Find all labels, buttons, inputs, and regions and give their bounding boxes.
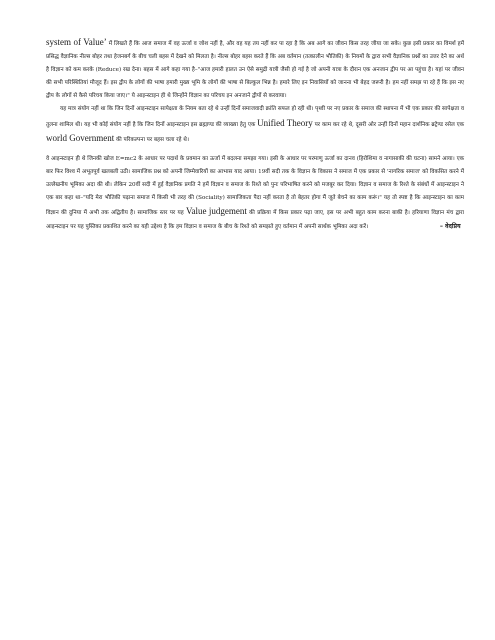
text-run: समाज' को विकसित करने में उल्लेखनीय भूमिका अदा की थी। लेकिन 20वीं सदी में हुई वैज्ञानिक प्रगति ने हमें विज्ञान व समाज के [46, 168, 464, 188]
text-run: विज्ञान का परिचय इन अनजाने द्वीपों से करवाया। [189, 93, 287, 100]
text-run: की प्रक्रिया में किस प्रकार पढ़ा जाए, इस पर अभी बहुत काम करना बाकी है। हरियाणा विज्ञान मंच द्वारा आइन्स्टाइन पर [46, 210, 464, 231]
text-run: भाषा हमारी मुख्य भूमि के लोगों की भाषा से बिल्कुल भिन्न है। हमारे लिए इन निवासियों को जानना भी बेहद जरूरी [154, 80, 384, 87]
paragraph-1 [46, 36, 464, 103]
text-run: दौरान एक अनजान द्वीप पर आ पहुंचा है। यहां पर जीवन की सभी परिस्थितियां मौजूद हैं। इस द्वीप के लोगों की [46, 67, 465, 87]
text-run: है कि अब आगे का जीवन किस तरह जीया जा सके। कुछ इसी प्रकार का विमर्श हमें प्रसिद्ध वैज्ञानिक नील्स बोहर [46, 41, 464, 61]
english-term: world Government [46, 132, 115, 143]
text-run: वे आइन्स्टाइन ही थे जिनकी खोज E=mc2 के आधार पर पदार्थ के प्रवमान का ऊर्जा में बदलना समझा गया। इसी के आधार [46, 155, 300, 162]
text-run: प्रश्न को अपनी जिम्मेवारियों का आभास याद आया। 19वीं सदी तक के विज्ञान के विकास ने समाज में एक प्रकार से 'नागरिक [153, 168, 405, 175]
text-run: भौतिकी पढ़ाना समाज में किसी भी तरह की (Sociality) सामाजिकता पैदा नहीं करता है तो बेहतर होगा मैं जूते बेचने का काम [104, 195, 367, 202]
text-run: पर परमाणु ऊर्जा का दानव (हिरोशिमा व नागासाकी की घटना) सामने आया। एक बार फिर विश्व में अभूतपूर्व खलबली उठी। सामाजिक [46, 155, 464, 175]
text-run: की [114, 136, 122, 143]
text-run: क्रांति सफल हो रही थी। पृथ्वी पर नए प्रकार के समाज की स्थापना में भी एक प्रकार की सापेक्षता व तुलना शामिल [46, 106, 465, 128]
text-run: तथा हेजनबर्ग के बीच चली बहस में देखने को मिलता है। नील्स बोहर बहस करते हैं कि अब वर्तमान (तत्कालीन [103, 54, 324, 61]
english-term: Unified Theory [257, 117, 313, 128]
text-run: थी। यह भी कोई संयोग नहीं है कि जिन दिनों आइन्स्टाइन इस ब्रह्माण्ड की व्याख्या हेतु एक [75, 121, 258, 128]
text-run: परिकल्पना पर बहस चला रहे थे। [123, 136, 189, 143]
english-term: Value [186, 206, 207, 217]
paragraph-2 [46, 103, 464, 146]
text-run: है। हम नहीं समझ पा रहे हैं कि इस नए द्वीप के लोगों से कैसे परिचय किया जाए।" ये आइन्स्टाइन ही थे जिन्होंने [46, 80, 465, 100]
english-term: system of Value’ [46, 37, 107, 47]
text-run: भूमिका अदा करें। [332, 224, 369, 231]
text-run: भौतिकी) के नियमों के द्वारा सभी वैज्ञानिक प्रश्नों का उत्तर देने का अर्थ है विज्ञान को कम करके (Reduce) रख [46, 54, 464, 74]
text-run: में लिखते हैं कि आज समाज में वह ऊर्जा व जोश नहीं है, और वह यह तय नहीं कर पा रहा [106, 41, 293, 47]
english-term: judgement [208, 206, 247, 217]
text-run: यह पुस्तिका प्रकाशित करने का यही उद्देश्य है कि हम विज्ञान व समाज के बीच के रिश्ते को समझते हुए वर्तमान में अपनी सार्थक [77, 224, 331, 231]
text-run: यह मात्र संयोग नहीं था कि जिन दिनों आइन्स्टाइन सापेक्षता के नियम बता रहे थे उन्हीं दिनों समाजवादी [60, 106, 264, 113]
document-page [46, 36, 464, 234]
author-signature: – वेदप्रिय [439, 223, 461, 231]
paragraph-3 [46, 153, 464, 235]
text-run: करूं।" यह तो स्पष्ट है कि आइन्स्टाइन का काम विज्ञान की दुनिया में अभी तक अद्वितीय है। सामाजिक स्तर पर यह [46, 195, 465, 217]
text-run: पर काम कर रहे थे, दूसरी ओर उन्हीं दिनों महान दार्शनिक ब्रट्रेण्ड रसेल एक [314, 121, 464, 128]
text-run: रिश्ते को पुनः परिभाषित करने को मजबूर कर दिया। विज्ञान व समाज के रिश्ते के संबंधों में आइन्स्टाइन ने एक बार कहा था–"यदि मेरा [46, 181, 464, 202]
text-run: देना। बहस में आगे कहा गया है–"आज हमारी हालत उन ऐसे समुद्री यात्री जैसी हो गई है जो अपनी यात्रा के [131, 67, 348, 74]
